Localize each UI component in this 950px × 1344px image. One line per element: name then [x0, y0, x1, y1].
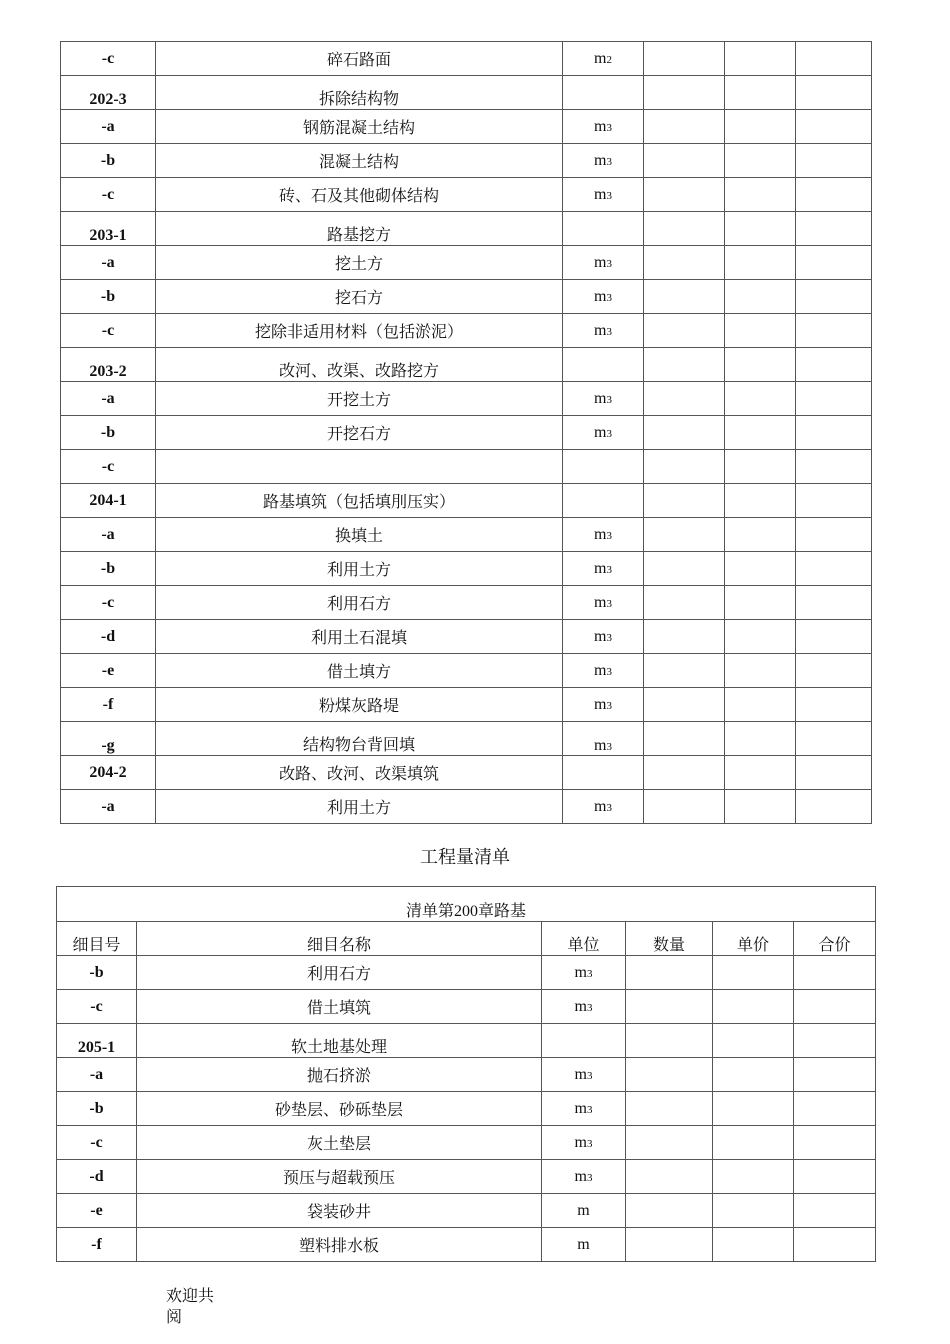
unit-text: m — [594, 49, 607, 67]
item-quantity — [644, 620, 725, 654]
item-quantity — [644, 280, 725, 314]
item-unit — [542, 1194, 626, 1228]
item-name: 改河、改渠、改路挖方 — [156, 348, 563, 382]
unit-exponent: 3 — [586, 1137, 593, 1150]
unit-exponent: 3 — [606, 801, 612, 814]
item-unit — [563, 280, 644, 314]
item-code: -c — [61, 450, 156, 484]
item-code: -d — [61, 620, 156, 654]
unit-text: m — [594, 117, 607, 135]
item-code: -a — [57, 1058, 137, 1092]
unit-text: m — [594, 627, 607, 645]
table-row — [61, 314, 872, 348]
item-name: 路基填筑（包括填刖压实） — [156, 484, 563, 518]
table-row — [61, 382, 872, 416]
item-total-price — [796, 382, 872, 416]
item-quantity — [644, 246, 725, 280]
item-unit-price — [725, 314, 796, 348]
item-unit-price — [713, 1126, 794, 1160]
unit-text: m — [574, 1065, 587, 1083]
item-total-price — [796, 178, 872, 212]
item-total-price — [796, 756, 872, 790]
item-quantity — [644, 552, 725, 586]
item-name: 预压与超载预压 — [137, 1160, 542, 1194]
unit-exponent: 3 — [586, 1001, 593, 1014]
item-code: -c — [61, 42, 156, 76]
unit-exponent: 3 — [606, 563, 612, 576]
item-total-price — [794, 1126, 876, 1160]
item-name: 开挖石方 — [156, 416, 563, 450]
unit-text: m — [594, 185, 607, 203]
item-code: -c — [57, 990, 137, 1024]
item-total-price — [796, 76, 872, 110]
item-total-price — [796, 110, 872, 144]
table-caption — [57, 887, 876, 922]
item-unit — [542, 1228, 626, 1262]
item-unit-price — [725, 756, 796, 790]
table-row — [61, 586, 872, 620]
item-unit-price — [725, 484, 796, 518]
header-quantity: 数量 — [626, 922, 713, 956]
item-unit — [563, 756, 644, 790]
item-total-price — [794, 1160, 876, 1194]
table-row — [61, 76, 872, 110]
item-name: 路基挖方 — [156, 212, 563, 246]
item-name: 开挖土方 — [156, 382, 563, 416]
item-unit-price — [725, 654, 796, 688]
unit-text: m — [574, 1099, 587, 1117]
item-name: 换填土 — [156, 518, 563, 552]
item-unit-price — [725, 688, 796, 722]
unit-text: m — [574, 963, 587, 981]
bill-table-continued — [60, 41, 872, 824]
item-name: 利用土方 — [156, 790, 563, 824]
item-unit-price — [725, 246, 796, 280]
item-unit-price — [725, 450, 796, 484]
item-code: 203-1 — [61, 212, 156, 246]
header-item-name: 细目名称 — [137, 922, 542, 956]
item-quantity — [626, 1058, 713, 1092]
unit-exponent: 3 — [606, 189, 612, 202]
footer-note: 欢迎共阅 — [166, 1288, 215, 1326]
unit-exponent: 3 — [606, 597, 612, 610]
header-unit-price: 单价 — [713, 922, 794, 956]
unit-text: m — [594, 321, 607, 339]
unit-exponent: 3 — [606, 741, 612, 753]
item-quantity — [644, 756, 725, 790]
table-row — [61, 450, 872, 484]
item-name: 借土填方 — [156, 654, 563, 688]
unit-exponent: 3 — [606, 631, 612, 644]
item-unit-price — [725, 416, 796, 450]
header-total-price: 合价 — [794, 922, 876, 956]
table-row — [61, 722, 872, 756]
item-total-price — [796, 722, 872, 756]
header-item-no: 细目号 — [57, 922, 137, 956]
unit-text: m — [594, 797, 607, 815]
item-total-price — [796, 586, 872, 620]
item-unit-price — [725, 382, 796, 416]
item-name: 碎石路面 — [156, 42, 563, 76]
item-unit-price — [725, 348, 796, 382]
table-row — [57, 990, 876, 1024]
item-quantity — [644, 110, 725, 144]
item-unit — [563, 178, 644, 212]
item-unit-price — [725, 790, 796, 824]
item-code: -f — [61, 688, 156, 722]
item-quantity — [644, 654, 725, 688]
unit-exponent: 3 — [606, 393, 612, 406]
item-code: -f — [57, 1228, 137, 1262]
unit-text: m — [594, 253, 607, 271]
table-row — [61, 688, 872, 722]
item-total-price — [796, 280, 872, 314]
item-total-price — [796, 450, 872, 484]
table-row — [61, 654, 872, 688]
item-name: 借土填筑 — [137, 990, 542, 1024]
item-total-price — [794, 956, 876, 990]
unit-exponent: 3 — [586, 1103, 593, 1116]
item-unit — [542, 1092, 626, 1126]
item-unit-price — [725, 76, 796, 110]
table-row — [61, 756, 872, 790]
item-name: 灰土垫层 — [137, 1126, 542, 1160]
item-code: -a — [61, 110, 156, 144]
item-name — [156, 450, 563, 484]
item-unit — [563, 76, 644, 110]
unit-exponent: 3 — [606, 529, 612, 542]
item-unit — [563, 484, 644, 518]
table-row — [61, 790, 872, 824]
item-unit — [563, 348, 644, 382]
item-code: 203-2 — [61, 348, 156, 382]
item-total-price — [794, 1058, 876, 1092]
item-total-price — [796, 654, 872, 688]
unit-text: m — [594, 559, 607, 577]
item-quantity — [626, 1024, 713, 1058]
item-unit-price — [713, 1024, 794, 1058]
item-code: 202-3 — [61, 76, 156, 110]
unit-text: m — [594, 151, 607, 169]
item-unit — [542, 956, 626, 990]
item-code: -b — [57, 956, 137, 990]
item-unit — [542, 1058, 626, 1092]
table-row — [57, 1194, 876, 1228]
unit-text: m — [574, 997, 587, 1015]
item-unit-price — [713, 1092, 794, 1126]
item-unit — [563, 144, 644, 178]
item-name: 袋装砂井 — [137, 1194, 542, 1228]
item-unit — [563, 518, 644, 552]
unit-exponent: 2 — [606, 53, 612, 66]
table-row — [61, 620, 872, 654]
item-unit — [563, 688, 644, 722]
item-total-price — [796, 620, 872, 654]
item-unit-price — [713, 1194, 794, 1228]
item-unit — [563, 722, 644, 756]
item-quantity — [626, 1228, 713, 1262]
item-quantity — [644, 178, 725, 212]
item-total-price — [796, 314, 872, 348]
item-unit-price — [713, 1160, 794, 1194]
item-name: 粉煤灰路堤 — [156, 688, 563, 722]
item-unit — [563, 314, 644, 348]
unit-text: m — [594, 593, 607, 611]
item-code: -c — [57, 1126, 137, 1160]
item-quantity — [626, 1160, 713, 1194]
item-code: -g — [61, 722, 156, 756]
item-unit — [542, 1126, 626, 1160]
item-name: 结构物台背回填 — [156, 722, 563, 756]
item-unit-price — [725, 620, 796, 654]
item-code: -b — [61, 280, 156, 314]
table-row — [61, 484, 872, 518]
item-code: -a — [61, 382, 156, 416]
item-unit-price — [725, 212, 796, 246]
item-name: 利用土石混填 — [156, 620, 563, 654]
item-unit-price — [725, 586, 796, 620]
item-total-price — [796, 348, 872, 382]
item-quantity — [644, 382, 725, 416]
item-unit-price — [713, 1228, 794, 1262]
item-total-price — [796, 416, 872, 450]
item-name: 砂垫层、砂砾垫层 — [137, 1092, 542, 1126]
table-row — [61, 416, 872, 450]
item-name: 钢筋混凝土结构 — [156, 110, 563, 144]
item-name: 利用石方 — [137, 956, 542, 990]
item-code: -e — [61, 654, 156, 688]
unit-text: m — [594, 661, 607, 679]
item-quantity — [644, 416, 725, 450]
table-row — [61, 178, 872, 212]
item-quantity — [626, 1092, 713, 1126]
table-row — [57, 1126, 876, 1160]
item-name: 挖石方 — [156, 280, 563, 314]
item-code: 205-1 — [57, 1024, 137, 1058]
item-unit — [542, 1024, 626, 1058]
table-header-row — [57, 922, 876, 956]
item-unit-price — [713, 1058, 794, 1092]
item-quantity — [644, 484, 725, 518]
item-unit — [563, 790, 644, 824]
item-code: 204-2 — [61, 756, 156, 790]
item-unit — [563, 586, 644, 620]
item-total-price — [796, 246, 872, 280]
item-unit — [563, 620, 644, 654]
item-total-price — [796, 552, 872, 586]
item-name: 挖除非适用材料（包括淤泥） — [156, 314, 563, 348]
item-code: -a — [61, 790, 156, 824]
item-unit — [563, 450, 644, 484]
table-caption-text: 清单第200章路基 — [406, 903, 527, 920]
item-unit-price — [725, 144, 796, 178]
item-code: -d — [57, 1160, 137, 1194]
item-unit — [542, 990, 626, 1024]
item-unit-price — [725, 42, 796, 76]
item-total-price — [796, 484, 872, 518]
item-unit-price — [713, 990, 794, 1024]
item-name: 拆除结构物 — [156, 76, 563, 110]
table-row — [57, 1228, 876, 1262]
unit-text: m — [574, 1167, 587, 1185]
unit-text: m — [577, 1201, 590, 1219]
item-name: 利用土方 — [156, 552, 563, 586]
item-quantity — [644, 450, 725, 484]
item-code: -c — [61, 586, 156, 620]
item-code: -c — [61, 314, 156, 348]
unit-exponent: 3 — [606, 257, 612, 270]
unit-exponent: 3 — [586, 1069, 593, 1082]
bill-table-body — [57, 956, 876, 1262]
unit-text: m — [594, 737, 607, 754]
bill-table-200 — [56, 886, 876, 1262]
item-total-price — [794, 1024, 876, 1058]
table-row — [61, 246, 872, 280]
document-title: 工程量清单 — [420, 847, 510, 867]
table-row — [61, 280, 872, 314]
unit-text: m — [594, 389, 607, 407]
unit-exponent: 3 — [606, 665, 612, 678]
item-total-price — [796, 42, 872, 76]
table-row — [61, 42, 872, 76]
item-unit-price — [713, 956, 794, 990]
item-quantity — [644, 76, 725, 110]
item-total-price — [794, 1194, 876, 1228]
item-unit-price — [725, 722, 796, 756]
unit-text: m — [594, 525, 607, 543]
unit-text: m — [594, 287, 607, 305]
item-total-price — [794, 1228, 876, 1262]
item-code: -e — [57, 1194, 137, 1228]
item-quantity — [644, 212, 725, 246]
item-total-price — [794, 990, 876, 1024]
item-unit-price — [725, 518, 796, 552]
unit-exponent: 3 — [606, 291, 612, 304]
item-code: -b — [57, 1092, 137, 1126]
item-code: -a — [61, 518, 156, 552]
item-name: 混凝土结构 — [156, 144, 563, 178]
item-total-price — [794, 1092, 876, 1126]
item-name: 改路、改河、改渠填筑 — [156, 756, 563, 790]
unit-exponent: 3 — [606, 121, 612, 134]
item-name: 利用石方 — [156, 586, 563, 620]
item-unit — [563, 654, 644, 688]
item-quantity — [644, 144, 725, 178]
table-row — [61, 110, 872, 144]
item-name: 抛石挤淤 — [137, 1058, 542, 1092]
unit-text: m — [577, 1235, 590, 1253]
table-row — [57, 1092, 876, 1126]
item-quantity — [626, 956, 713, 990]
item-quantity — [644, 314, 725, 348]
item-unit-price — [725, 552, 796, 586]
item-quantity — [644, 688, 725, 722]
table-row — [57, 1024, 876, 1058]
item-total-price — [796, 790, 872, 824]
unit-text: m — [594, 695, 607, 713]
unit-exponent: 3 — [606, 699, 612, 712]
item-unit-price — [725, 178, 796, 212]
item-quantity — [644, 790, 725, 824]
unit-exponent: 3 — [586, 967, 593, 980]
item-name: 软土地基处理 — [137, 1024, 542, 1058]
table-row — [61, 552, 872, 586]
unit-text: m — [594, 423, 607, 441]
item-unit — [563, 382, 644, 416]
unit-text: m — [574, 1133, 587, 1151]
item-name: 塑料排水板 — [137, 1228, 542, 1262]
item-quantity — [644, 586, 725, 620]
item-unit — [563, 110, 644, 144]
item-quantity — [644, 42, 725, 76]
table-row — [61, 348, 872, 382]
unit-exponent: 3 — [586, 1171, 593, 1184]
item-unit-price — [725, 110, 796, 144]
header-unit: 单位 — [542, 922, 626, 956]
bill-table-body — [61, 42, 872, 824]
table-row — [61, 212, 872, 246]
item-code: 204-1 — [61, 484, 156, 518]
item-code: -c — [61, 178, 156, 212]
item-name: 挖土方 — [156, 246, 563, 280]
item-quantity — [644, 348, 725, 382]
item-quantity — [644, 518, 725, 552]
item-total-price — [796, 518, 872, 552]
item-code: -a — [61, 246, 156, 280]
item-code: -b — [61, 416, 156, 450]
item-quantity — [644, 722, 725, 756]
item-unit — [563, 212, 644, 246]
table-row — [57, 956, 876, 990]
item-unit — [563, 246, 644, 280]
table-row — [57, 1160, 876, 1194]
unit-exponent: 3 — [606, 427, 612, 440]
table-row — [57, 1058, 876, 1092]
item-unit — [563, 552, 644, 586]
item-unit-price — [725, 280, 796, 314]
item-total-price — [796, 212, 872, 246]
table-row — [61, 144, 872, 178]
item-total-price — [796, 144, 872, 178]
item-unit — [563, 42, 644, 76]
unit-exponent: 3 — [606, 155, 612, 168]
item-unit — [563, 416, 644, 450]
table-row — [61, 518, 872, 552]
item-quantity — [626, 990, 713, 1024]
item-quantity — [626, 1194, 713, 1228]
table-caption-row — [57, 887, 876, 922]
item-quantity — [626, 1126, 713, 1160]
item-unit — [542, 1160, 626, 1194]
item-code: -b — [61, 552, 156, 586]
item-name: 砖、石及其他砌体结构 — [156, 178, 563, 212]
item-code: -b — [61, 144, 156, 178]
item-total-price — [796, 688, 872, 722]
unit-exponent: 3 — [606, 325, 612, 338]
